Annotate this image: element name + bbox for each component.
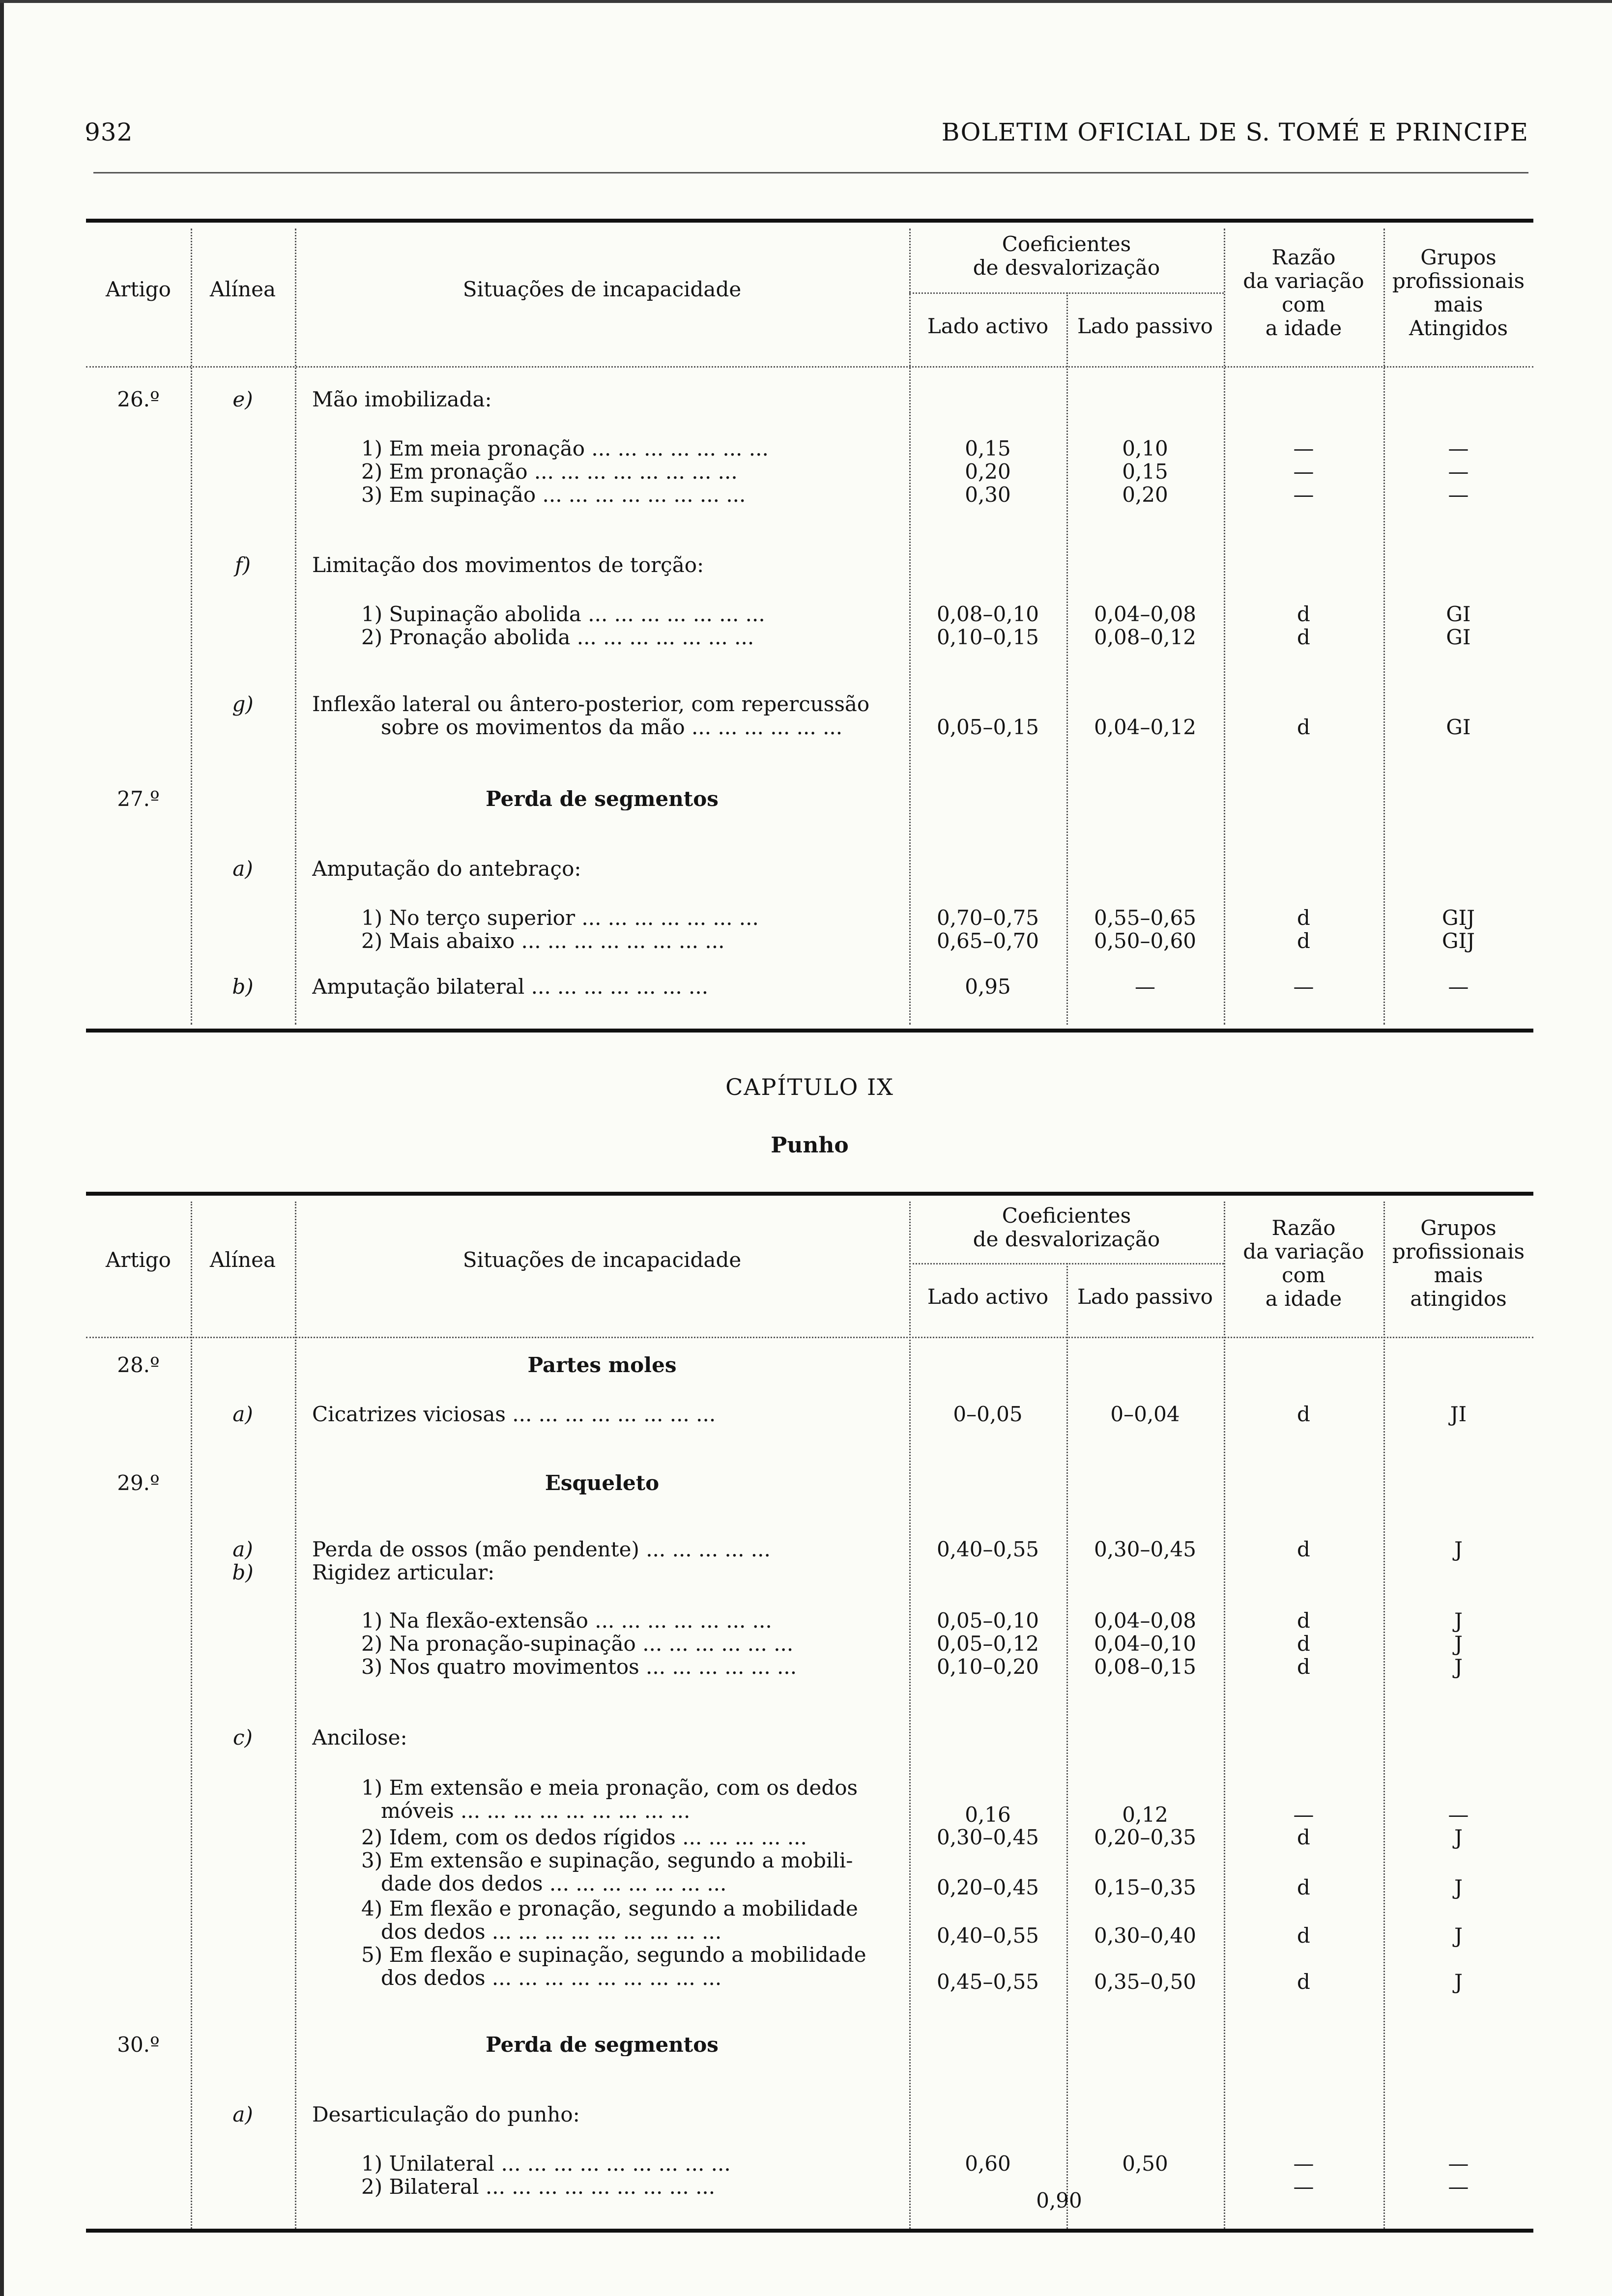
row-grupos: — (1448, 1803, 1469, 1827)
row-lado-activo: 0,15 (965, 436, 1011, 460)
page-edge-left (0, 0, 4, 2296)
row-situacao: Perda de ossos (mão pendente) ... ... ... ... ... (312, 1538, 771, 1561)
row-razao: d (1297, 1970, 1310, 1994)
row-situacao: 2) Pronação abolida ... ... ... ... ... ... ... (361, 626, 754, 649)
row-situacao: 1) No terço superior ... ... ... ... ... ... ... (361, 907, 759, 929)
header-subrule (909, 1263, 1224, 1264)
header-coef-2: de desvalorização (973, 256, 1160, 280)
header-razao-1: Razão (1271, 1216, 1336, 1240)
row-lado-passivo: 0,04–0,10 (1094, 1632, 1197, 1656)
row-razao: — (1293, 436, 1314, 460)
row-lado-activo: 0–0,05 (953, 1402, 1023, 1426)
row-grupos: — (1448, 459, 1469, 484)
row-razao: — (1293, 975, 1314, 999)
row-razao: d (1297, 1537, 1310, 1561)
row-razao: d (1297, 929, 1310, 953)
row-situacao: 4) Em flexão e pronação, segundo a mobilidade (361, 1897, 858, 1920)
header-grupos-4: atingidos (1410, 1287, 1507, 1311)
row-artigo: 29.º (117, 1471, 160, 1495)
row-lado-activo: 0,05–0,10 (936, 1608, 1039, 1633)
row-grupos: GIJ (1442, 906, 1475, 930)
row-razao: d (1297, 1632, 1310, 1656)
row-grupos: J (1454, 1970, 1463, 1994)
running-title: BOLETIM OFICIAL DE S. TOMÉ E PRINCIPE (941, 118, 1528, 146)
header-artigo: Artigo (106, 1248, 171, 1272)
row-situacao: 1) Na flexão-extensão ... ... ... ... ... ... ... (361, 1609, 772, 1632)
row-lado-activo: 0,05–0,15 (936, 715, 1039, 739)
row-lado-activo: 0,65–0,70 (936, 929, 1039, 953)
header-razao-1: Razão (1271, 245, 1336, 269)
page-edge-top (0, 0, 1612, 3)
row-grupos: GI (1446, 602, 1471, 626)
row-situacao: dos dedos ... ... ... ... ... ... ... ... ... (381, 1921, 722, 1943)
row-situacao: Rigidez articular: (312, 1561, 495, 1584)
row-lado-activo: 0,40–0,55 (936, 1923, 1039, 1948)
row-grupos: GIJ (1442, 929, 1475, 953)
header-artigo: Artigo (106, 277, 171, 301)
row-situacao: 2) Idem, com os dedos rígidos ... ... ... ... ... (361, 1826, 807, 1849)
header-razao-4: a idade (1265, 1287, 1342, 1311)
row-lado-activo: 0,40–0,55 (936, 1537, 1039, 1561)
row-situacao: 1) Unilateral ... ... ... ... ... ... ... ... ... (361, 2152, 731, 2175)
table-incapacity-2 (86, 1192, 1533, 2236)
row-lado-activo: 0,30 (965, 483, 1011, 507)
row-lado-activo: 0,60 (965, 2152, 1011, 2176)
header-razao-2: da variação (1243, 1239, 1364, 1263)
row-alinea: a) (232, 1537, 253, 1561)
row-grupos: GI (1446, 715, 1471, 739)
row-grupos: J (1454, 1923, 1463, 1948)
row-situacao: 1) Supinação abolida ... ... ... ... ... ... ... (361, 603, 765, 626)
header-coef-2: de desvalorização (973, 1227, 1160, 1251)
header-razao-2: da variação (1243, 269, 1364, 293)
table-bottom-rule (86, 2229, 1533, 2233)
header-grupos-4: Atingidos (1409, 316, 1508, 340)
header-lado-passivo: Lado passivo (1077, 314, 1213, 338)
row-razao: d (1297, 1655, 1310, 1679)
col-divider (1383, 1202, 1385, 2229)
row-alinea: a) (232, 857, 253, 881)
table-top-rule (86, 1192, 1533, 1196)
row-situacao: Limitação dos movimentos de torção: (312, 554, 704, 576)
row-alinea: a) (232, 1402, 253, 1426)
header-grupos-1: Grupos (1420, 245, 1497, 269)
row-razao: d (1297, 1825, 1310, 1849)
row-grupos: J (1454, 1537, 1463, 1561)
row-razao: — (1293, 1803, 1314, 1827)
row-lado-activo: 0,10–0,15 (936, 625, 1039, 649)
row-lado-passivo: 0,50 (1122, 2152, 1168, 2176)
row-situacao: Amputação do antebraço: (312, 858, 581, 880)
header-coef-1: Coeficientes (1002, 232, 1131, 256)
row-artigo: 26.º (117, 387, 160, 411)
row-grupos: — (1448, 2152, 1469, 2176)
row-grupos: GI (1446, 625, 1471, 649)
header-grupos-3: mais (1434, 1263, 1483, 1287)
header-rule (93, 172, 1528, 173)
row-situacao: Partes moles (527, 1354, 677, 1377)
col-divider (295, 229, 296, 1025)
row-situacao: 2) Bilateral ... ... ... ... ... ... ... ... ... (361, 2176, 716, 2198)
row-situacao: Inflexão lateral ou ântero-posterior, com repercussão (312, 693, 870, 716)
header-situacoes: Situações de incapacidade (462, 277, 742, 301)
header-bottom-rule (86, 366, 1533, 368)
row-situacao: dos dedos ... ... ... ... ... ... ... ... ... (381, 1967, 722, 1989)
row-alinea: b) (232, 975, 254, 999)
row-lado-passivo: 0,04–0,12 (1094, 715, 1197, 739)
row-grupos: — (1448, 483, 1469, 507)
row-situacao: móveis ... ... ... ... ... ... ... ... ... (381, 1800, 691, 1822)
row-lado-passivo: 0,08–0,12 (1094, 625, 1197, 649)
row-lado-passivo: 0,08–0,15 (1094, 1655, 1197, 1679)
col-divider (191, 1202, 192, 2229)
row-alinea: f) (235, 553, 251, 577)
table-top-rule (86, 219, 1533, 223)
row-razao: d (1297, 1923, 1310, 1948)
row-alinea: e) (232, 387, 253, 411)
row-situacao: 2) Mais abaixo ... ... ... ... ... ... ... ... (361, 930, 725, 952)
row-lado-passivo: 0,35–0,50 (1094, 1970, 1197, 1994)
row-lado-passivo: 0,15–0,35 (1094, 1875, 1197, 1899)
chapter-title: CAPÍTULO IX (725, 1074, 894, 1100)
header-alinea: Alínea (209, 1248, 276, 1272)
row-razao: — (1293, 2152, 1314, 2176)
row-lado-passivo: 0,04–0,08 (1094, 602, 1197, 626)
row-situacao: Perda de segmentos (486, 2034, 719, 2056)
row-razao: — (1293, 483, 1314, 507)
header-grupos-1: Grupos (1420, 1216, 1497, 1240)
row-artigo: 27.º (117, 787, 160, 811)
header-lado-passivo: Lado passivo (1077, 1285, 1213, 1309)
header-lado-activo: Lado activo (927, 1285, 1049, 1309)
table-incapacity-1 (86, 219, 1533, 1034)
header-grupos-3: mais (1434, 292, 1483, 316)
row-situacao: Desarticulação do punho: (312, 2103, 580, 2126)
row-lado-passivo: 0,12 (1122, 1803, 1168, 1827)
col-divider (1224, 1202, 1225, 2229)
row-grupos: J (1454, 1608, 1463, 1633)
row-lado-activo: 0,30–0,45 (936, 1825, 1039, 1849)
row-alinea: c) (233, 1725, 253, 1750)
row-situacao: Amputação bilateral ... ... ... ... ... ... ... (312, 976, 709, 998)
row-grupos: JI (1450, 1402, 1467, 1426)
row-grupos: J (1454, 1655, 1463, 1679)
header-coef-1: Coeficientes (1002, 1204, 1131, 1228)
row-alinea: a) (232, 2102, 253, 2126)
row-situacao: 3) Nos quatro movimentos ... ... ... ... ... ... (361, 1656, 797, 1678)
page-number: 932 (85, 118, 133, 146)
row-razao: d (1297, 1608, 1310, 1633)
row-situacao: 3) Em extensão e supinação, segundo a mobili- (361, 1849, 853, 1872)
row-razao: d (1297, 906, 1310, 930)
row-situacao: dade dos dedos ... ... ... ... ... ... ... (381, 1872, 727, 1895)
row-lado-passivo: 0,10 (1122, 436, 1168, 460)
header-situacoes: Situações de incapacidade (462, 1248, 742, 1272)
row-grupos: — (1448, 2175, 1469, 2199)
header-razao-3: com (1282, 1263, 1325, 1287)
header-grupos-2: profissionais (1392, 269, 1525, 293)
row-lado-passivo: 0,04–0,08 (1094, 1608, 1197, 1633)
header-razao-4: a idade (1265, 316, 1342, 340)
row-grupos: — (1448, 436, 1469, 460)
row-lado-activo: 0,20–0,45 (936, 1875, 1039, 1899)
row-situacao: sobre os movimentos da mão ... ... ... ... ... ... (381, 716, 843, 739)
row-lado-activo: 0,10–0,20 (936, 1655, 1039, 1679)
row-razao: d (1297, 1402, 1310, 1426)
row-lado-passivo: 0,30–0,40 (1094, 1923, 1197, 1948)
row-lado-passivo: 0,30–0,45 (1094, 1537, 1197, 1561)
table-bottom-rule (86, 1029, 1533, 1033)
row-artigo: 30.º (117, 2033, 160, 2057)
row-lado-passivo: 0,50–0,60 (1094, 929, 1197, 953)
row-lado-passivo: — (1135, 975, 1155, 999)
row-lado-activo: 0,45–0,55 (936, 1970, 1039, 1994)
row-lado-activo: 0,08–0,10 (936, 602, 1039, 626)
row-lado-activo: 0,20 (965, 459, 1011, 484)
row-grupos: J (1454, 1825, 1463, 1849)
row-situacao: 2) Em pronação ... ... ... ... ... ... ... ... (361, 460, 738, 483)
row-alinea: g) (232, 692, 254, 716)
row-lado-activo: 0,16 (965, 1803, 1011, 1827)
header-bottom-rule (86, 1337, 1533, 1338)
col-divider (909, 1202, 911, 2229)
row-situacao: Ancilose: (312, 1726, 407, 1749)
row-lado-passivo: 0,20 (1122, 483, 1168, 507)
row-razao: d (1297, 1875, 1310, 1899)
header-alinea: Alínea (209, 277, 276, 301)
row-situacao: 1) Em extensão e meia pronação, com os dedos (361, 1777, 858, 1799)
row-lado-activo: 0,95 (965, 975, 1011, 999)
row-situacao: 5) Em flexão e supinação, segundo a mobilidade (361, 1944, 866, 1966)
row-situacao: Cicatrizes viciosas ... ... ... ... ... ... ... ... (312, 1403, 716, 1426)
row-lado-passivo: 0,55–0,65 (1094, 906, 1197, 930)
chapter-subtitle: Punho (771, 1133, 849, 1158)
header-razao-3: com (1282, 292, 1325, 316)
row-artigo: 28.º (117, 1353, 160, 1377)
row-situacao: Perda de segmentos (486, 788, 719, 810)
row-razao: — (1293, 459, 1314, 484)
header-subrule (909, 292, 1224, 294)
row-alinea: b) (232, 1560, 254, 1584)
row-situacao: 3) Em supinação ... ... ... ... ... ... ... ... (361, 484, 746, 506)
row-lado-passivo: 0–0,04 (1110, 1402, 1180, 1426)
row-grupos: J (1454, 1632, 1463, 1656)
row-lado-passivo: 0,20–0,35 (1094, 1825, 1197, 1849)
row-grupos: — (1448, 975, 1469, 999)
row-situacao: 1) Em meia pronação ... ... ... ... ... ... ... (361, 437, 769, 460)
row-situacao: Esqueleto (545, 1472, 660, 1494)
row-razao: d (1297, 715, 1310, 739)
row-razao: — (1293, 2175, 1314, 2199)
row-razao: d (1297, 602, 1310, 626)
row-grupos: J (1454, 1875, 1463, 1899)
row-lado-activo: 0,05–0,12 (936, 1632, 1039, 1656)
col-divider (191, 229, 192, 1025)
row-lado-activo: 0,70–0,75 (936, 906, 1039, 930)
header-lado-activo: Lado activo (927, 314, 1049, 338)
row-situacao: 2) Na pronação-supinação ... ... ... ... ... ... (361, 1633, 794, 1655)
row-lado-passivo: 0,15 (1122, 459, 1168, 484)
row-lado-activo: 0,90 (1036, 2188, 1082, 2212)
row-situacao: Mão imobilizada: (312, 388, 492, 411)
row-razao: d (1297, 625, 1310, 649)
header-grupos-2: profissionais (1392, 1239, 1525, 1263)
